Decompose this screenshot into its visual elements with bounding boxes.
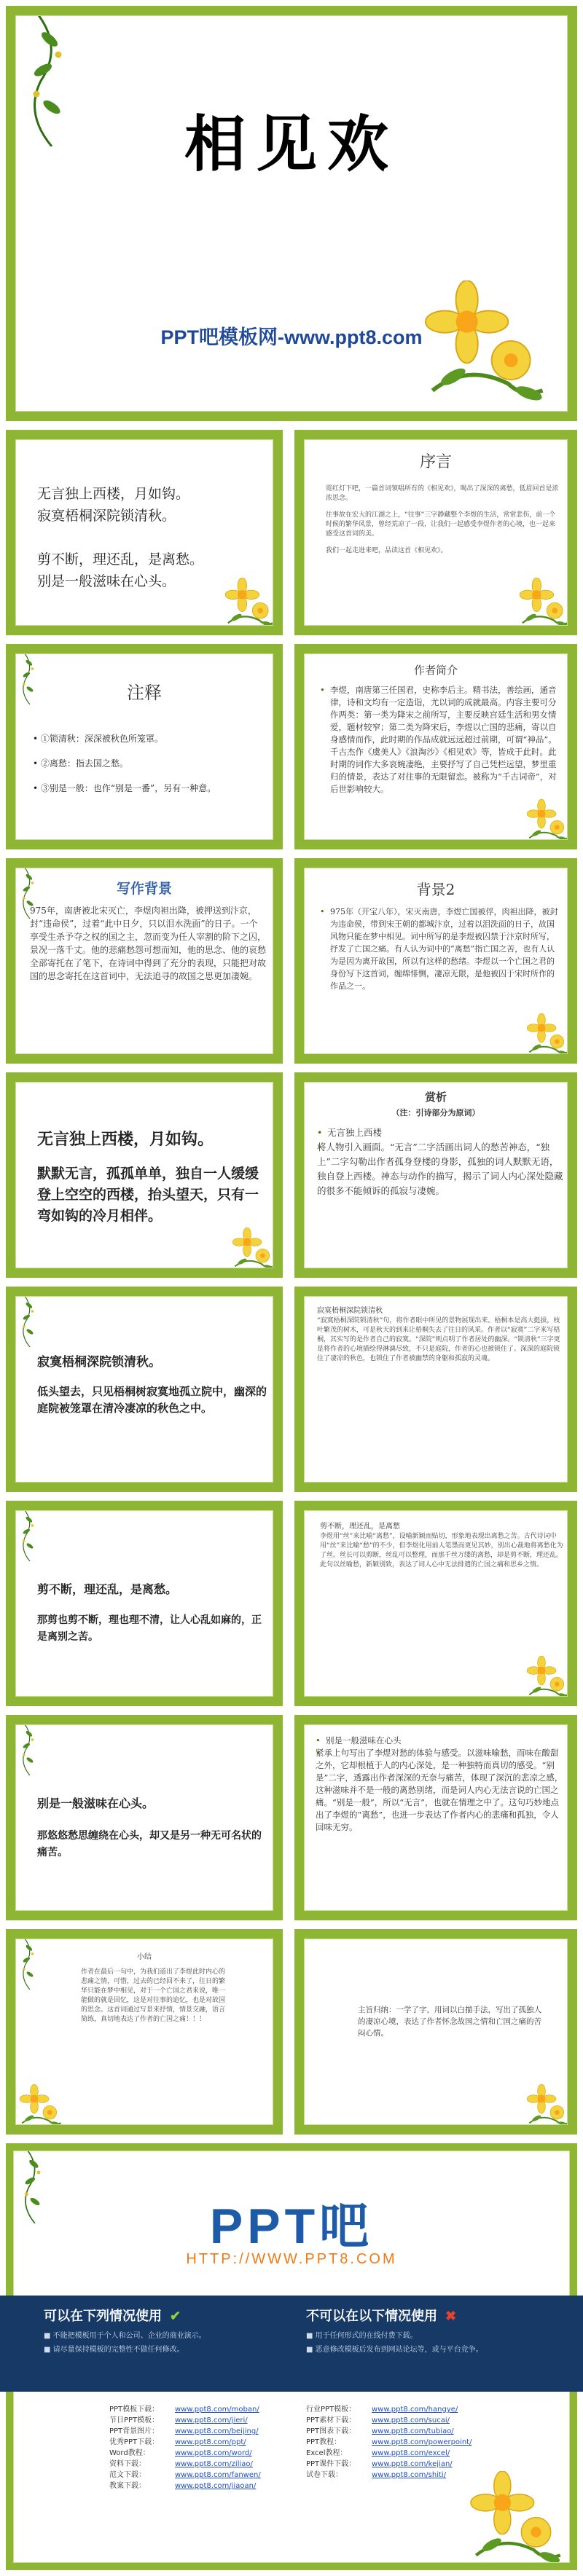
- poem-line: 剪不断，理还乱，是离愁。: [37, 1582, 178, 1596]
- vine-decoration-icon: [15, 1939, 44, 1990]
- slide-title: 写作背景: [116, 881, 172, 897]
- poem-line: 别是一般滋味在心头。: [37, 1796, 154, 1810]
- slide-title: 注释: [127, 683, 162, 703]
- link-row[interactable]: 范文下载： www.ppt8.com/fanwen/: [109, 2471, 261, 2479]
- note-item: • ①锁清秋：深深被秋色所笼罩。: [33, 734, 163, 744]
- link-row[interactable]: 资料下载： www.ppt8.com/ziliao/: [109, 2460, 253, 2468]
- note-item: • ③别是一般：也作“别是一番”，另有一种意。: [33, 783, 216, 793]
- flower-decoration-icon: [527, 2084, 571, 2128]
- appreciation-slide: [294, 1072, 577, 1278]
- line1-slide: [6, 1072, 283, 1278]
- line2-analysis-slide: [294, 1287, 577, 1492]
- vine-decoration-icon: [15, 1296, 44, 1347]
- link-row[interactable]: 试卷下载： www.ppt8.com/shiti/: [306, 2471, 447, 2479]
- flower-decoration-icon: [527, 799, 571, 843]
- poem-line: 无言独上西楼，月如钩。: [37, 486, 190, 502]
- link-row[interactable]: 优秀PPT下载： www.ppt8.com/ppt/: [109, 2438, 246, 2446]
- link-row[interactable]: 行业PPT模板： www.ppt8.com/hangye/: [306, 2406, 458, 2414]
- vine-decoration-icon: [15, 1724, 44, 1775]
- subtitle: PPT吧模板网-www.ppt8.com: [160, 326, 423, 348]
- vine-decoration-icon: [15, 653, 44, 704]
- page-title: 相见欢: [184, 108, 399, 180]
- flower-decoration-icon: [463, 2471, 573, 2566]
- link-row[interactable]: PPT课件下载： www.ppt8.com/kejian/: [306, 2460, 453, 2468]
- author-bio: • 李煜，南唐第三任国君，史称李后主。精书法，善绘画，通音律，诗和文均有一定造诣，尤以词的成就最高。内容主要可分作两类：第一类为降宋之前所写，主要反映宫廷生活和男女情爱，题材较窄；第二类为降宋后，李煜以亡国的悲痛，寄以自身感情而作，此时期的作品成就远远超过前期，可谓“神品”。千古杰作《虞美人》《浪淘沙》《相见欢》等，皆成于此时。此时期的词作大多哀婉凄绝，主要抒写了自己凭栏远望，梦里重归的情景，表达了对往事的无限留恋。被称为“千古词帝”，对后世影响较大。: [320, 684, 560, 796]
- link-row[interactable]: PPT教程： www.ppt8.com/powerpoint/: [306, 2438, 472, 2446]
- summary-slide: [6, 1929, 283, 2135]
- poem-line: 无言独上西楼，月如钩。: [37, 1130, 214, 1149]
- can-use-item: ■ 不能把模板用于个人和公司、企业的商业演示。: [44, 2332, 206, 2340]
- analysis-heading: • 别是一般滋味在心头: [316, 1735, 563, 1747]
- preface-paragraph: 往事故在宏大的江湖之上，“往事”三字静藏整个李煜的生活，常常悲伤，前一个时候的繁华风景，曾经荒凉了一段，让我们一起感受李煜作者的心境，也一起来感受这首词的美。: [326, 511, 556, 538]
- preface-paragraph: 霓红灯下吧，一篇首词领唱所有的《相见欢》，喝出了深深的离愁，低眉回首是浓浓思念。: [326, 485, 559, 502]
- link-row[interactable]: PPT模板下载： www.ppt8.com/moban/: [109, 2406, 259, 2414]
- line4-slide: [6, 1715, 283, 1920]
- poem-line: 寂寞梧桐深院锁清秋。: [37, 1355, 161, 1370]
- appreciation-heading: • 无言独上西楼: [317, 1126, 565, 1140]
- title-slide: [6, 6, 577, 421]
- link-row[interactable]: 教案下载： www.ppt8.com/jiaoan/: [109, 2482, 257, 2490]
- analysis-heading: 剪不断，理还乱，是离愁: [320, 1523, 400, 1531]
- preface-paragraph: 我们一起走进来吧，品读这首《相见欢》。: [326, 547, 447, 554]
- cannot-use-item: ■ 用于任何形式的在线付费下载。: [306, 2332, 418, 2340]
- author-slide: [294, 644, 577, 849]
- cannot-use-title: 不可以在以下情况使用: [306, 2309, 437, 2323]
- analysis-heading: 寂寞梧桐深院锁清秋: [317, 1307, 383, 1315]
- slide-title: 赏析: [424, 1091, 447, 1104]
- background-slide: [6, 858, 283, 1064]
- note-item: • ②离愁：指去国之愁。: [33, 758, 128, 769]
- poem-translation: 那剪也剪不断，理也理不清，让人心乱如麻的，正是离别之苦。: [37, 1614, 262, 1643]
- site-url[interactable]: HTTP://WWW.PPT8.COM: [186, 2251, 397, 2267]
- link-row[interactable]: PPT背景图片： www.ppt8.com/beijing/: [109, 2427, 259, 2435]
- flower-decoration-icon: [520, 578, 571, 629]
- appreciation-body: • 将人物引入画面。“无言”二字活画出词人的愁苦神态，“独上”二字勾勒出作者孤身登楼的身影，孤独的词人默默无语，独自登上西楼。神态与动作的描写，揭示了词人内心深处隐藏的很多不能倾诉的孤寂与凄婉。: [317, 1140, 565, 1198]
- background2-item: • 975年（开宝八年），宋灭南唐，李煜亡国被俘，肉袒出降，被封为违命侯，带到宋王朝的都城汴京，过着以泪洗面的日子，故国风物只能在梦中相见。词中所写的是李煜被囚禁于汴京时所写，抒发了亡国之痛。有人认为词中的“离愁”指亡国之苦，也有人认为是因为离开故国，所以有这样的愁绪。李煜以一个亡国之君的身份写下这首词，缠绵悱恻，凄凉无限，是他被囚于宋时所作的作品之一。: [320, 906, 560, 992]
- analysis-paragraph: 李煜用“丝”来比喻“离愁”，设喻新颖而贴切，形象地表现出离愁之苦。古代诗词中用“丝”来比喻“愁”的不少，但李煜化用前人笔墨而更见其妙，别出心裁地将离愁化为了丝。丝长可以剪断，丝乱可以整理，而那千丝万缕的离愁，却是剪不断，理还乱。此句以丝喻愁，新颖别致，表达了词人心中无法排遣的亡国之痛和思乡之情。: [320, 1533, 563, 1568]
- poem-line: 寂寞梧桐深院锁清秋。: [37, 508, 176, 524]
- background2-slide: [294, 858, 577, 1064]
- summary-paragraph: 作者在最后一句中，为我们道出了李煜此时内心的悲痛之情，可惜，过去的已经回不来了，往日的繁华只能在梦中相见，对于一个亡国之君来说，唯一能做的就是回忆，这是对往事的追忆，也是对故国的思念。这首词通过写景来抒情，情景交融，语言简练，真切地表达了作者的亡国之痛！！！: [81, 1968, 226, 2023]
- slide-title: 作者简介: [413, 664, 458, 677]
- flower-decoration-icon: [20, 2084, 63, 2128]
- poem-translation: 默默无言，孤孤单单，独自一人缓缓登上空空的西楼，抬头望天，只有一弯如钩的冷月相伴。: [37, 1166, 259, 1224]
- slide-subtitle: （注：引诗部分为原词）: [391, 1108, 480, 1118]
- link-row[interactable]: Word教程： www.ppt8.com/word/: [109, 2449, 252, 2457]
- flower-decoration-icon: [527, 1656, 571, 1700]
- slide-title: 背景2: [416, 881, 455, 898]
- link-row[interactable]: Excel教程： www.ppt8.com/excel/: [306, 2449, 450, 2457]
- vine-decoration-icon: [15, 868, 44, 919]
- analysis-paragraph: • 紧承上句写出了李煜对愁的体验与感受。以滋味喻愁，而味在酸甜之外，它却根植于人的内心深处，是一种独特而真切的感受。“别是”二字，透露出作者深深的无奈与痛苦，体现了深沉的悲凉之感，这种滋味并不是一般的离愁别绪，而是词人内心无法言说的亡国之痛。“别是一般”，所以“无言”，也就在情理之中了。这句巧妙地点出了李煜的“离愁”，也进一步表达了作者内心的悲痛和孤独，令人回味无穷。: [316, 1747, 563, 1834]
- analysis-paragraph: “寂寞梧桐深院锁清秋”句，将作者眼中所见的景物展现出来。梧桐本是高大挺拔，枝叶繁茂的树木，可是秋天的到来让梧桐失去了往日的风采。作者以“寂寞”二字来写梧桐，其实写的是作者自己的寂寞。“深院”则点明了作者居处的幽深。“锁清秋”三字更是将作者的心境描绘得淋漓尽致，不只是庭院，作者的心也被锁住了。深深的庭院锁住了凄凉的秋色，也锁住了作者被幽禁的身躯和孤寂的灵魂。: [317, 1317, 560, 1362]
- can-use-title: 可以在下列情况使用: [44, 2309, 162, 2323]
- poem-slide: [6, 430, 283, 635]
- flower-decoration-icon: [415, 280, 560, 404]
- flower-decoration-icon: [225, 578, 276, 629]
- slide-title: 小结: [137, 1953, 152, 1961]
- cannot-use-item: ■ 恶意修改模板后发布到网站论坛等，或与平台竞争。: [306, 2346, 483, 2354]
- preface-slide: [294, 430, 577, 635]
- line3-analysis-slide: [294, 1501, 577, 1706]
- line3-slide: [6, 1501, 283, 1706]
- flower-decoration-icon: [232, 1228, 276, 1271]
- link-row[interactable]: 节日PPT模板： www.ppt8.com/jieri/: [109, 2416, 248, 2424]
- poem-translation: 低头望去，只见梧桐树寂寞地孤立院中，幽深的庭院被笼罩在清冷凄凉的秋色之中。: [37, 1385, 267, 1415]
- background-paragraph: 975年，南唐被北宋灭亡，李煜肉袒出降，被押送到汴京，封“违命侯”，过着“此中日夕，只以泪水洗面”的日子。一个享受生杀予夺之权的国之主，忽而变为任人宰割的阶下之囚，景况一落千丈。他的悲痛愁怨可想而知，他的思念、他的哀愁全部寄托在了笔下，在诗词中得到了充分的表现，只能把对故国的思念寄托在这首词中，无法追寻的故国之思更加凄婉。: [30, 906, 267, 981]
- vine-decoration-icon: [15, 1510, 44, 1561]
- poem-line: 剪不断，理还乱，是离愁。: [37, 551, 204, 568]
- poem-line: 别是一般滋味在心头。: [37, 573, 176, 589]
- poem-translation: 那悠悠愁思缠绕在心头，却又是另一种无可名状的痛苦。: [37, 1830, 262, 1858]
- link-row[interactable]: PPT素材下载： www.ppt8.com/sucai/: [306, 2416, 450, 2424]
- slide-title: 序言: [419, 453, 452, 471]
- ppt-logo: PPT吧: [209, 2199, 374, 2254]
- line4-analysis-slide: [294, 1715, 577, 1920]
- links-right: [306, 2404, 496, 2481]
- theme-slide: [294, 1929, 577, 2135]
- flower-decoration-icon: [527, 1013, 571, 1057]
- cross-icon: ✖: [445, 2309, 457, 2323]
- links-left: [109, 2404, 299, 2491]
- notes-slide: [6, 644, 283, 849]
- link-row[interactable]: PPT图表下载： www.ppt8.com/tubiao/: [306, 2427, 454, 2435]
- theme-paragraph: 主旨归纳：一学了字，用词以白描手法，写出了孤独人的凄凉心境，表达了作者怀念故国之情和亡国之痛的苦闷心情。: [358, 2006, 541, 2038]
- can-use-item: ■ 请尽量保持模板的完整性不做任何修改。: [44, 2346, 184, 2354]
- usage-banner: [0, 2296, 583, 2392]
- check-icon: ✔: [170, 2309, 181, 2323]
- line2-slide: [6, 1287, 283, 1492]
